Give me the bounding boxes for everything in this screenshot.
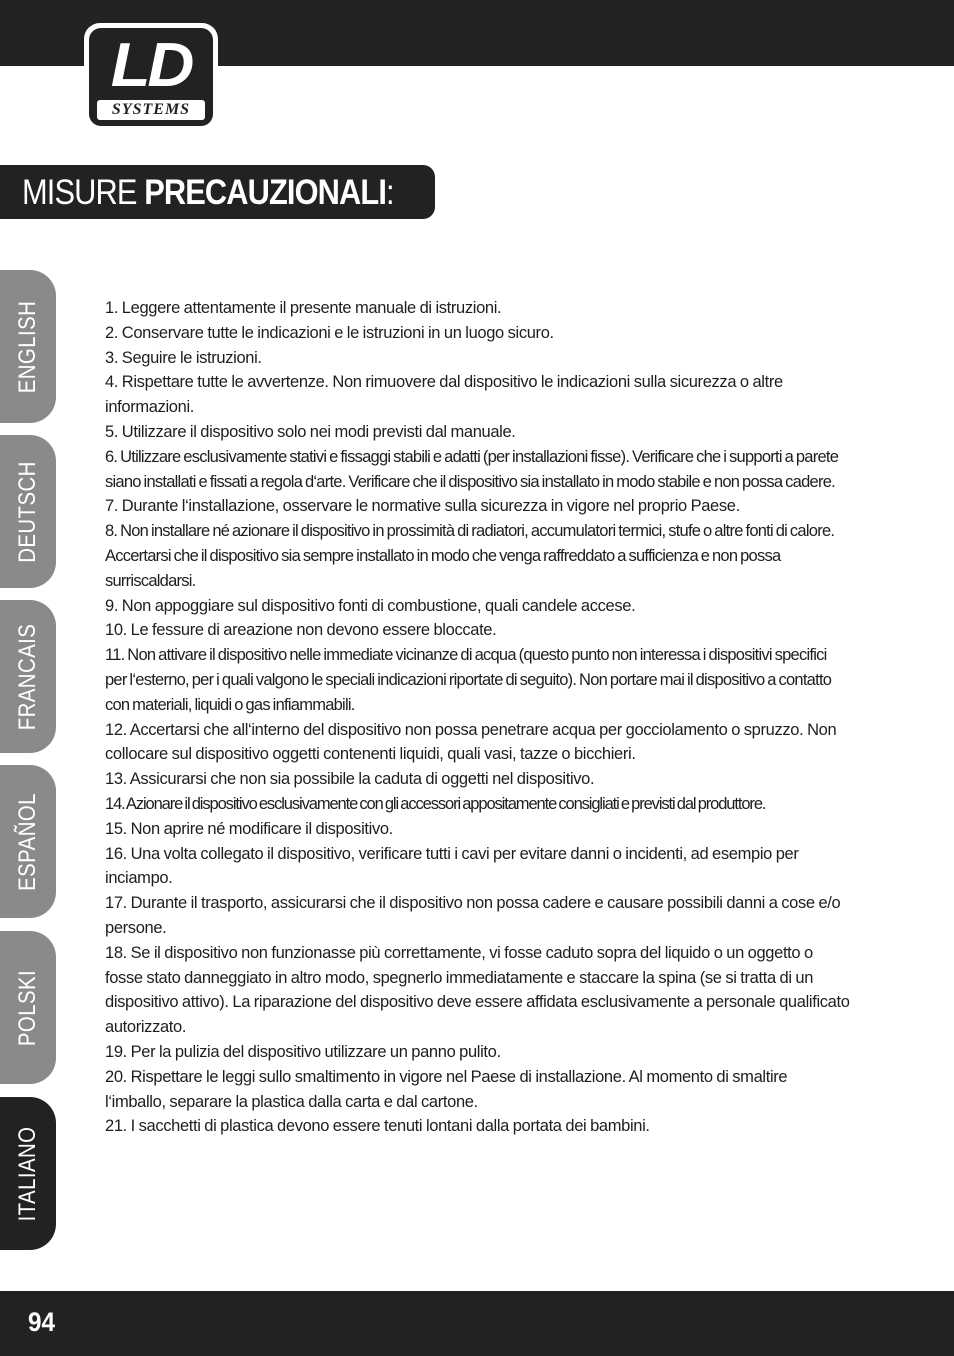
lang-tab-label: FRANCAIS (14, 623, 41, 730)
lang-tab-label: DEUTSCH (14, 460, 41, 563)
instruction-item: 13. Assicurarsi che non sia possibile la caduta di oggetti nel dispositivo. (105, 770, 595, 789)
instruction-item: 17. Durante il trasporto, assicurarsi che il dispositivo non possa cadere e causare possibili danni a cose e/o persone. (105, 894, 841, 937)
lang-tab-label: ITALIANO (14, 1126, 41, 1221)
instruction-item: 19. Per la pulizia del dispositivo utilizzare un panno pulito. (105, 1042, 501, 1061)
instruction-item: 10. Le fessure di areazione non devono essere bloccate. (105, 621, 497, 640)
page-title (22, 171, 394, 215)
instruction-item: 18. Se il dispositivo non funzionasse più correttamente, vi fosse caduto sopra del liquido o un oggetto o fosse stato danneggiato in altro modo, spegnerlo immediatamente e staccare la spina (se si tratta di un dispositivo attivo). La riparazione del dispositivo deve essere affidata esclusivamente a personale qualificato autorizzato. (105, 943, 850, 1037)
logo-subtitle: SYSTEMS (97, 100, 205, 120)
instruction-item: 3. Seguire le istruzioni. (105, 348, 262, 367)
lang-tab-label: ESPAÑOL (14, 792, 41, 891)
instruction-item: 6. Utilizzare esclusivamente stativi e fissaggi stabili e adatti (per installazioni fisse). Verificare che i supporti a parete siano installati e fissati a regola d‘arte. Verificare che il dispositivo sia installato in modo stabile e non possa cadere. (105, 447, 839, 491)
instruction-item: 1. Leggere attentamente il presente manuale di istruzioni. (105, 299, 502, 317)
instruction-item: 20. Rispettare le leggi sullo smaltimento in vigore nel Paese di installazione. Al momento di smaltire l‘imballo, separare la plastica dalla carta e dal cartone. (105, 1067, 788, 1111)
title-bold: PRECAUZIONALI (144, 173, 387, 212)
page-number: 94 (28, 1307, 56, 1337)
instruction-item: 8. Non installare né azionare il dispositivo in prossimità di radiatori, accumulatori termici, stufe o altre fonti di calore. Accertarsi che il dispositivo sia sempre installato in modo che venga raffreddato a sufficienza e non possa surriscaldarsi. (105, 522, 835, 590)
lang-tab-italiano[interactable] (0, 1097, 56, 1250)
title-light: MISURE (22, 173, 137, 212)
instruction-item: 15. Non aprire né modificare il dispositivo. (105, 819, 393, 838)
safety-instructions-list (105, 296, 850, 1139)
instruction-item: 12. Accertarsi che all‘interno del dispositivo non possa penetrare acqua per gocciolamento o spruzzo. Non collocare sul dispositivo oggetti contenenti liquidi, quali vasi, tazze o bicchieri. (105, 720, 837, 764)
lang-tab-espanol[interactable] (0, 765, 56, 918)
instruction-item: 2. Conservare tutte le indicazioni e le istruzioni in un luogo sicuro. (105, 323, 554, 342)
lang-tab-francais[interactable] (0, 600, 56, 753)
instruction-item: 4. Rispettare tutte le avvertenze. Non rimuovere dal dispositivo le indicazioni sulla sicurezza o altre informazioni. (105, 373, 783, 417)
bottom-footer-bar (0, 1291, 954, 1356)
instruction-item: 7. Durante l‘installazione, osservare le normative sulla sicurezza in vigore nel proprio Paese. (105, 497, 740, 516)
logo-badge (89, 28, 213, 126)
lang-tab-english[interactable] (0, 270, 56, 423)
instruction-item: 14. Azionare il dispositivo esclusivamente con gli accessori appositamente consigliati e previsti dal produttore. (105, 794, 766, 813)
instruction-item: 21. I sacchetti di plastica devono essere tenuti lontani dalla portata dei bambini. (105, 1117, 650, 1136)
instruction-item: 11. Non attivare il dispositivo nelle immediate vicinanze di acqua (questo punto non interessa i dispositivi specifici per l‘esterno, per i quali valgono le speciali indicazioni riportate di seguito). Non portare mai il dispositivo a contatto con materiali, liquidi o gas infiammabili. (105, 646, 832, 714)
instruction-item: 9. Non appoggiare sul dispositivo fonti di combustione, quali candele accese. (105, 596, 636, 615)
instruction-item: 16. Una volta collegato il dispositivo, verificare tutti i cavi per evitare danni o incidenti, ad esempio per inciampo. (105, 844, 799, 888)
title-suffix: : (386, 173, 394, 212)
lang-tab-polski[interactable] (0, 931, 56, 1084)
section-title-tab (0, 165, 435, 219)
lang-tab-deutsch[interactable] (0, 435, 56, 588)
ld-systems-logo (84, 23, 218, 131)
lang-tab-label: POLSKI (14, 969, 41, 1046)
logo-mark: LD (110, 31, 192, 100)
instruction-item: 5. Utilizzare il dispositivo solo nei modi previsti dal manuale. (105, 422, 516, 441)
lang-tab-label: ENGLISH (14, 300, 41, 393)
